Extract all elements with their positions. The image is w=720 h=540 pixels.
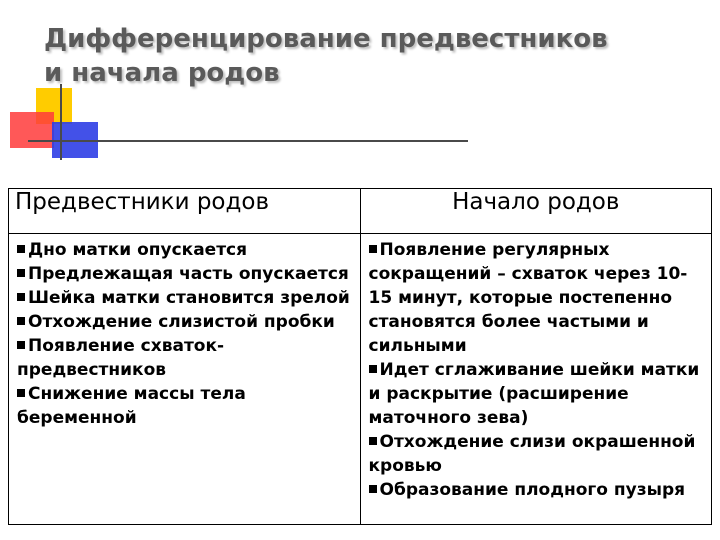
square-bullet-icon — [17, 293, 25, 301]
comparison-table — [8, 188, 712, 525]
list-item — [17, 310, 354, 334]
list-item — [17, 262, 354, 286]
square-bullet-icon — [17, 245, 25, 253]
labor-onset-cell — [360, 234, 712, 525]
list-item — [369, 430, 706, 478]
list-item — [369, 238, 706, 358]
list-item-text: Появление схваток-предвестников — [17, 336, 225, 380]
list-item-text: Образование плодного пузыря — [379, 480, 686, 500]
list-item-text: Предлежащая часть опускается — [28, 264, 349, 284]
list-item-text: Снижение массы тела беременной — [17, 384, 246, 428]
table-header-row — [9, 189, 712, 234]
list-item-text: Шейка матки становится зрелой — [28, 288, 350, 308]
slide-title-line-2: и начала родов — [44, 58, 280, 88]
square-bullet-icon — [369, 437, 377, 445]
list-item — [369, 358, 706, 430]
square-bullet-icon — [17, 389, 25, 397]
list-item — [369, 478, 706, 502]
list-item-text: Идет сглаживание шейки матки и раскрытие (расширение маточного зева) — [368, 360, 700, 428]
table-row — [9, 234, 712, 525]
square-bullet-icon — [369, 365, 377, 373]
list-item — [17, 382, 354, 430]
decor-red-square — [10, 112, 54, 148]
harbingers-cell — [9, 234, 361, 525]
slide-title — [44, 22, 694, 90]
decor-horizontal-line — [28, 140, 468, 142]
header-labor-onset: Начало родов — [360, 189, 712, 234]
slide-title-line-1: Дифференцирование предвестников — [44, 24, 608, 54]
header-harbingers: Предвестники родов — [9, 189, 361, 234]
list-item-text: Отхождение слизистой пробки — [28, 312, 335, 332]
list-item — [17, 334, 354, 382]
list-item — [17, 238, 354, 262]
list-item-text: Отхождение слизи окрашенной кровью — [368, 432, 696, 476]
square-bullet-icon — [369, 485, 377, 493]
square-bullet-icon — [17, 317, 25, 325]
list-item-text: Дно матки опускается — [28, 240, 248, 260]
list-item-text: Появление регулярных сокращений – схваток через 10-15 минут, которые постепенно становятся более частыми и сильными — [368, 240, 688, 356]
square-bullet-icon — [17, 269, 25, 277]
square-bullet-icon — [17, 341, 25, 349]
list-item — [17, 286, 354, 310]
square-bullet-icon — [369, 245, 377, 253]
decor-vertical-line — [60, 84, 62, 160]
